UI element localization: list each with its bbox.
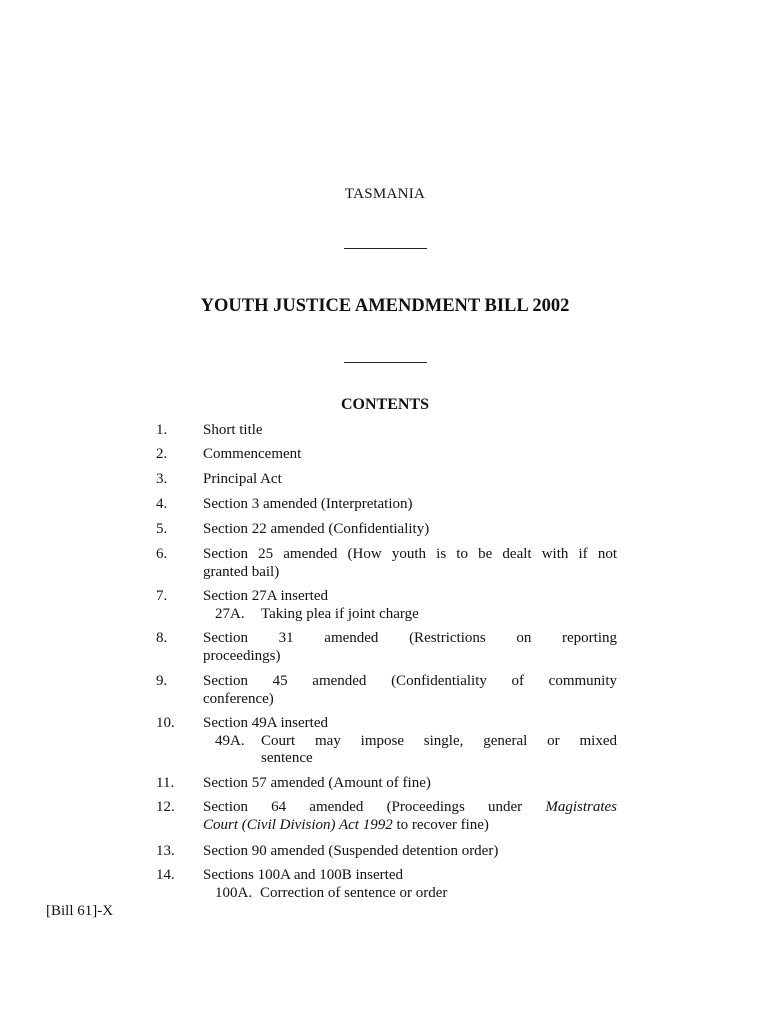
- toc-number: 2.: [156, 446, 168, 462]
- toc-number: 8.: [156, 630, 168, 646]
- toc-text: Section 49A inserted: [203, 715, 328, 731]
- toc-sub-text-line2: sentence: [261, 750, 313, 766]
- toc-number: 4.: [156, 496, 168, 512]
- bill-reference: [Bill 61]-X: [46, 903, 114, 919]
- toc-sub-text: Correction of sentence or order: [260, 884, 448, 901]
- toc-text: Short title: [203, 422, 263, 438]
- toc-text-line2: proceedings): [203, 647, 281, 664]
- toc-text-line2-plain: to recover fine): [396, 816, 489, 833]
- divider-rule-bottom: [344, 362, 427, 363]
- toc-number: 9.: [156, 673, 168, 689]
- toc-text: Principal Act: [203, 471, 282, 487]
- toc-text-line1: Section 25 amended (How youth is to be dealt with if not: [203, 546, 617, 562]
- toc-number: 5.: [156, 521, 168, 537]
- toc-sub-number: 27A.: [215, 605, 245, 622]
- toc-text: Section 27A inserted: [203, 588, 328, 604]
- toc-text: Section 57 amended (Amount of fine): [203, 775, 431, 791]
- toc-text-line2: granted bail): [203, 563, 280, 580]
- toc-text: Section 22 amended (Confidentiality): [203, 521, 430, 537]
- bill-title: YOUTH JUSTICE AMENDMENT BILL 2002: [200, 296, 570, 316]
- toc-number: 1.: [156, 422, 168, 438]
- jurisdiction-heading: TASMANIA: [344, 186, 426, 202]
- toc-text-line2: conference): [203, 690, 274, 707]
- toc-text: Section 3 amended (Interpretation): [203, 496, 413, 512]
- toc-text-line2-italic: Court (Civil Division) Act 1992: [203, 816, 393, 833]
- contents-heading: CONTENTS: [340, 396, 430, 413]
- toc-sub-text: Taking plea if joint charge: [261, 605, 419, 622]
- toc-text: Commencement: [203, 446, 302, 462]
- toc-text-line1-italic: Magistrates: [545, 799, 617, 815]
- toc-number: 12.: [156, 799, 175, 815]
- divider-rule-top: [344, 248, 427, 249]
- toc-number: 13.: [156, 843, 175, 859]
- toc-sub-text-line1: Court may impose single, general or mixed: [261, 732, 617, 749]
- toc-number: 3.: [156, 471, 168, 487]
- toc-number: 10.: [156, 715, 175, 731]
- toc-text-line1: Section 31 amended (Restrictions on reporting: [203, 630, 617, 646]
- toc-sub-number: 100A.: [215, 884, 253, 901]
- toc-number: 6.: [156, 546, 168, 562]
- toc-text-line1: Section 45 amended (Confidentiality of community: [203, 673, 617, 689]
- toc-text-line2: [203, 817, 617, 835]
- toc-text: Section 90 amended (Suspended detention order): [203, 843, 499, 859]
- toc-number: 14.: [156, 867, 175, 883]
- toc-number: 11.: [156, 775, 175, 791]
- toc-sub-number: 49A.: [215, 732, 245, 749]
- toc-number: 7.: [156, 588, 168, 604]
- toc-text-line1: [203, 799, 617, 817]
- toc-text: Sections 100A and 100B inserted: [203, 867, 403, 883]
- toc-text-line1-plain: Section 64 amended (Proceedings under: [203, 799, 523, 815]
